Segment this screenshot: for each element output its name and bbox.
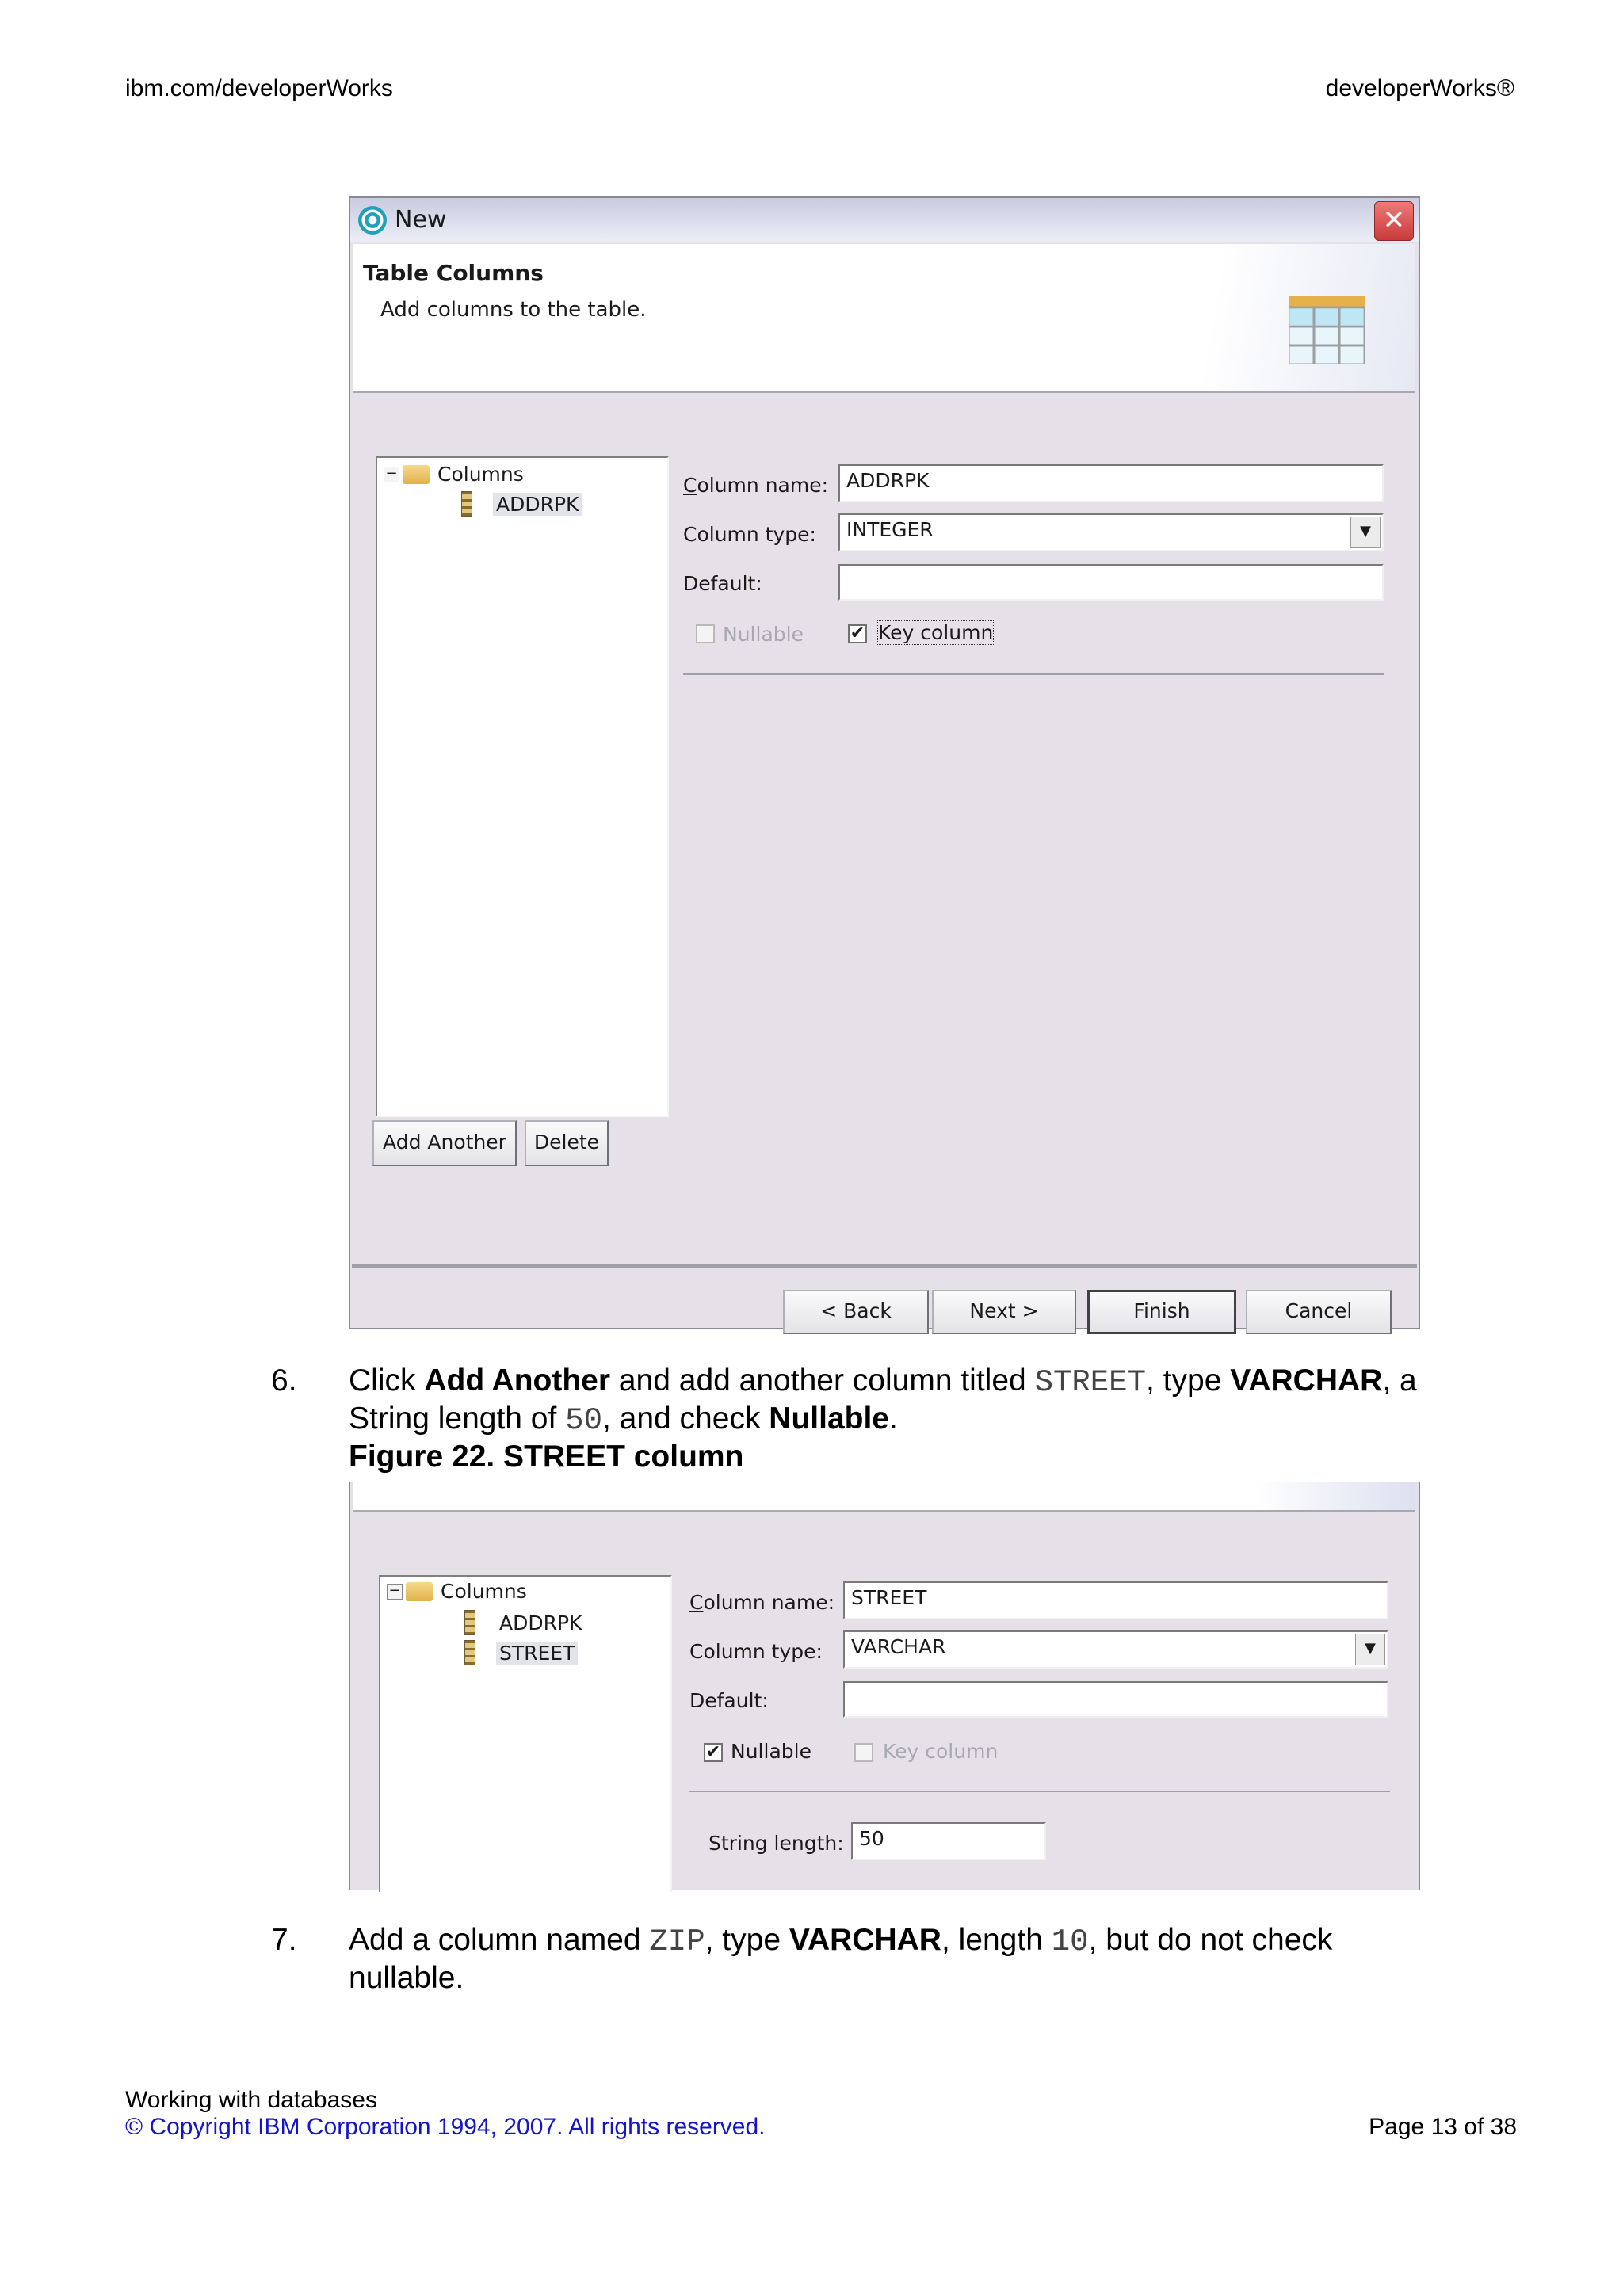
tree-node-columns[interactable] — [387, 1580, 527, 1603]
step-text: Click Add Another and add another column titled STREET, type VARCHAR, a String length of 50, and check Nullable. Figure 22. STREET column — [349, 1363, 1442, 1475]
tree-item-label: ADDRPK — [493, 493, 582, 516]
form-separator — [689, 1791, 1390, 1792]
key-column-label: Key column — [878, 621, 994, 644]
column-name-input[interactable]: STREET — [843, 1581, 1388, 1619]
folder-open-icon — [406, 1582, 433, 1601]
dialog-titlebar — [350, 198, 1419, 242]
step-number: 7. — [271, 1923, 297, 1957]
tree-item-addrpk[interactable] — [464, 1610, 585, 1635]
figure-caption: Figure 22. STREET column — [349, 1440, 744, 1474]
tree-node-columns[interactable] — [384, 463, 524, 486]
folder-open-icon — [403, 465, 430, 484]
column-name-label: Column name: — [689, 1591, 835, 1614]
nullable-label: Nullable — [731, 1740, 812, 1763]
street-column-dialog-crop — [349, 1482, 1420, 1890]
banner-description: Add columns to the table. — [380, 298, 647, 322]
finish-button[interactable]: Finish — [1087, 1290, 1236, 1334]
eclipse-icon — [358, 206, 387, 235]
footer-page-number: Page 13 of 38 — [1369, 2114, 1517, 2140]
dialog-title: New — [395, 206, 447, 234]
column-icon — [464, 1610, 475, 1635]
footer-doc-title: Working with databases — [125, 2087, 377, 2113]
tree-node-label: Columns — [437, 463, 524, 486]
default-input[interactable] — [838, 564, 1384, 601]
step-7 — [271, 1922, 1539, 2001]
next-button[interactable]: Next > — [932, 1290, 1076, 1334]
column-icon — [461, 491, 472, 517]
nullable-label: Nullable — [723, 623, 804, 646]
close-icon: ✕ — [1382, 204, 1406, 236]
tree-item-street[interactable] — [464, 1640, 578, 1665]
column-icon — [464, 1640, 475, 1665]
column-name-input[interactable]: ADDRPK — [838, 464, 1384, 502]
column-type-select[interactable]: INTEGER ▼ — [838, 513, 1384, 551]
default-input[interactable] — [843, 1681, 1388, 1718]
delete-button[interactable]: Delete — [525, 1120, 609, 1166]
table-icon — [1289, 296, 1365, 364]
columns-tree[interactable] — [379, 1575, 672, 1892]
step-6 — [271, 1363, 1539, 1474]
string-length-input[interactable]: 50 — [851, 1822, 1046, 1860]
key-column-label: Key column — [883, 1740, 999, 1763]
step-text: Add a column named ZIP, type VARCHAR, length 10, but do not check nullable. — [349, 1923, 1333, 1995]
step-number: 6. — [271, 1363, 297, 1398]
chevron-down-icon[interactable]: ▼ — [1350, 517, 1381, 548]
tree-node-label: Columns — [441, 1580, 527, 1603]
column-type-select[interactable]: VARCHAR ▼ — [843, 1630, 1388, 1669]
key-column-checkbox[interactable]: ✔ — [848, 624, 867, 643]
close-button[interactable] — [1374, 201, 1414, 241]
string-length-label: String length: — [708, 1832, 844, 1855]
collapse-icon[interactable]: − — [384, 467, 399, 482]
wizard-banner — [353, 244, 1415, 393]
columns-tree[interactable] — [376, 456, 669, 1117]
default-label: Default: — [689, 1689, 769, 1712]
column-name-label: Column name: — [683, 474, 829, 497]
banner-remnant — [353, 1482, 1415, 1512]
cancel-button[interactable]: Cancel — [1246, 1290, 1392, 1334]
chevron-down-icon[interactable]: ▼ — [1355, 1634, 1385, 1665]
banner-title: Table Columns — [363, 260, 544, 286]
tree-item-addrpk[interactable] — [461, 491, 582, 517]
add-another-button[interactable]: Add Another — [372, 1120, 517, 1166]
header-brand: developerWorks® — [1325, 75, 1514, 101]
key-column-checkbox[interactable] — [854, 1743, 873, 1762]
new-table-dialog — [349, 196, 1420, 1329]
footer-separator — [352, 1264, 1417, 1268]
nullable-checkbox[interactable]: ✔ — [704, 1743, 723, 1762]
nullable-checkbox[interactable] — [696, 624, 715, 643]
tree-item-label: ADDRPK — [499, 1611, 582, 1634]
header-site-link[interactable]: ibm.com/developerWorks — [125, 75, 393, 101]
back-button[interactable]: < Back — [783, 1290, 929, 1334]
collapse-icon[interactable]: − — [387, 1584, 403, 1600]
column-type-label: Column type: — [689, 1640, 823, 1663]
default-label: Default: — [683, 572, 762, 595]
tree-item-label: STREET — [496, 1642, 578, 1665]
form-separator — [683, 673, 1384, 675]
column-type-label: Column type: — [683, 523, 816, 546]
footer-copyright-link[interactable]: © Copyright IBM Corporation 1994, 2007. All rights reserved. — [125, 2114, 766, 2140]
